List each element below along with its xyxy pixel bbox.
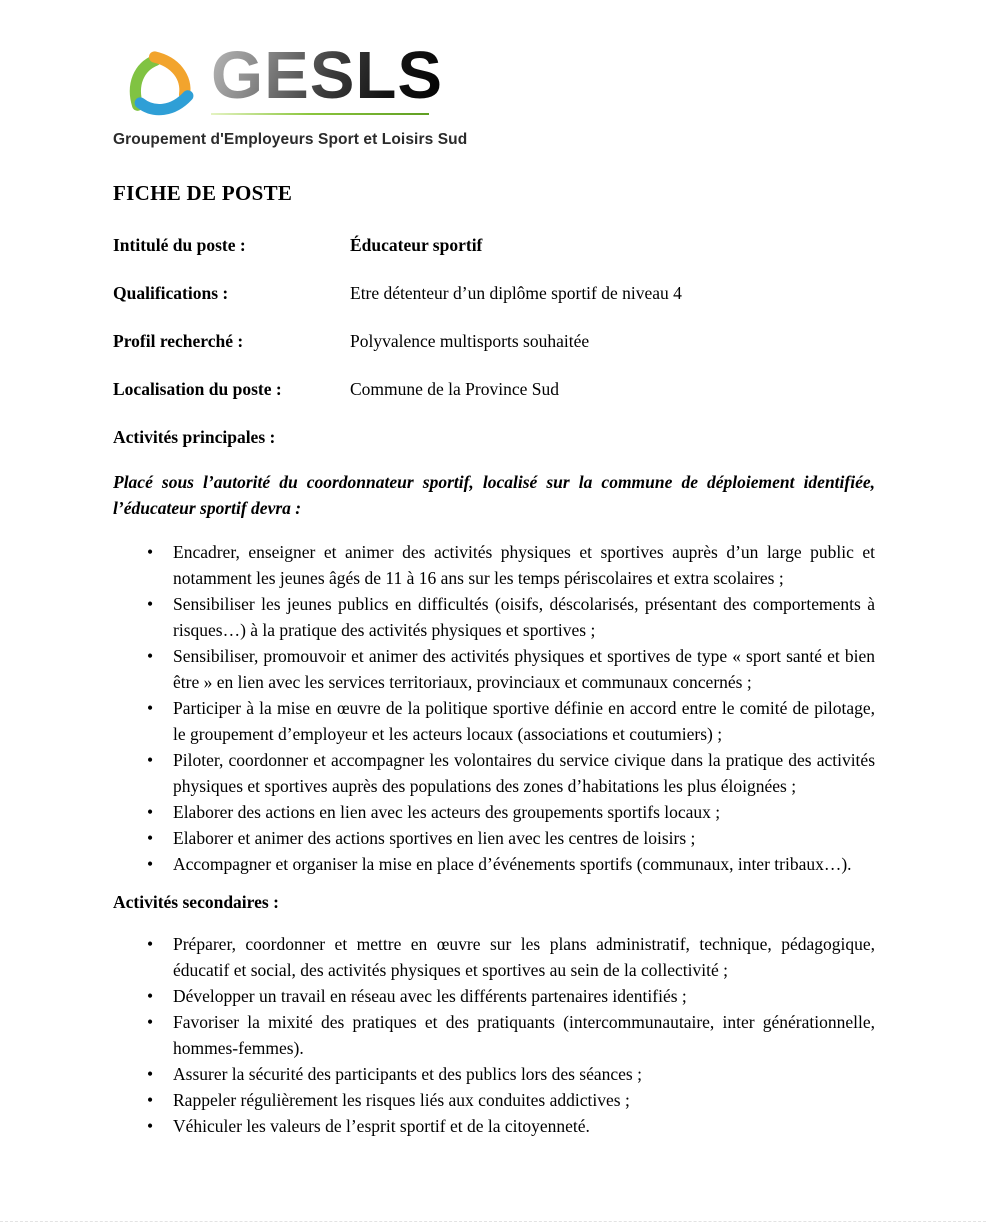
logo-text-block (211, 40, 443, 115)
bullet-item: • Développer un travail en réseau avec les différents partenaires identifiés ; (173, 983, 875, 1009)
field-value: Commune de la Province Sud (350, 379, 560, 399)
page-title: FICHE DE POSTE (113, 181, 293, 205)
page-bottom-divider (0, 1221, 986, 1222)
field-value: Polyvalence multisports souhaitée (350, 331, 590, 351)
header-fields (113, 232, 875, 402)
triskelion-swirl-icon (113, 46, 207, 126)
bullet-item: • Assurer la sécurité des participants et des publics lors des séances ; (173, 1061, 875, 1087)
field-label: Qualifications : (113, 283, 229, 303)
field-value: Etre détenteur d’un diplôme sportif de niveau 4 (350, 283, 682, 303)
logo-wordmark: GESLS (211, 38, 444, 113)
bullet-item: • Favoriser la mixité des pratiques et des pratiquants (intercommunautaire, inter générationnelle, hommes-femmes). (173, 1009, 875, 1061)
bullet-list-secondaires (113, 931, 875, 1139)
bullet-item: • Sensibiliser les jeunes publics en difficultés (oisifs, déscolarisés, présentant des comportements à risques…) à la pratique des activités physiques et sportives ; (173, 591, 875, 643)
field-label: Profil recherché : (113, 331, 244, 351)
section-heading-secondaires: Activités secondaires : (113, 891, 279, 912)
bullet-item: • Véhiculer les valeurs de l’esprit sportif et de la citoyenneté. (173, 1113, 875, 1139)
field-intitule (113, 232, 875, 258)
field-profil (113, 328, 875, 354)
bullet-item: • Préparer, coordonner et mettre en œuvre sur les plans administratif, technique, pédagogique, éducatif et social, des activités physiques et sportives au sein de la collectivité ; (173, 931, 875, 983)
bullet-list-principales (113, 539, 875, 877)
field-label: Localisation du poste : (113, 379, 282, 399)
gesls-logo (113, 38, 875, 149)
bullet-item: • Sensibiliser, promouvoir et animer des activités physiques et sportives de type « sport santé et bien être » en lien avec les services territoriaux, provinciaux et communaux concernés ; (173, 643, 875, 695)
field-qualifications (113, 280, 875, 306)
logo-tagline: Groupement d'Employeurs Sport et Loisirs Sud (113, 131, 468, 148)
field-localisation (113, 376, 875, 402)
field-value: Éducateur sportif (350, 235, 483, 255)
bullet-item: • Rappeler régulièrement les risques liés aux conduites addictives ; (173, 1087, 875, 1113)
bullet-item: • Piloter, coordonner et accompagner les volontaires du service civique dans la pratique des activités physiques et sportives auprès des populations des zones d’habitations les plus éloignées ; (173, 747, 875, 799)
logo-green-rule (211, 113, 429, 115)
section-intro: Placé sous l’autorité du coordonnateur sportif, localisé sur la commune de déploiement identifiée, l’éducateur sportif devra : (113, 472, 875, 518)
bullet-item: • Encadrer, enseigner et animer des activités physiques et sportives auprès d’un large public et notamment les jeunes âgés de 11 à 16 ans sur les temps périscolaires et extra scolaires ; (173, 539, 875, 591)
bullet-item: • Participer à la mise en œuvre de la politique sportive définie en accord entre le comité de pilotage, le groupement d’employeur et les acteurs locaux (associations et coutumiers) ; (173, 695, 875, 747)
bullet-item: • Elaborer et animer des actions sportives en lien avec les centres de loisirs ; (173, 825, 875, 851)
bullet-item: • Elaborer des actions en lien avec les acteurs des groupements sportifs locaux ; (173, 799, 875, 825)
section-heading-principales: Activités principales : (113, 427, 276, 447)
field-label: Intitulé du poste : (113, 235, 246, 255)
bullet-item: • Accompagner et organiser la mise en place d’événements sportifs (communaux, inter tribaux…). (173, 851, 875, 877)
